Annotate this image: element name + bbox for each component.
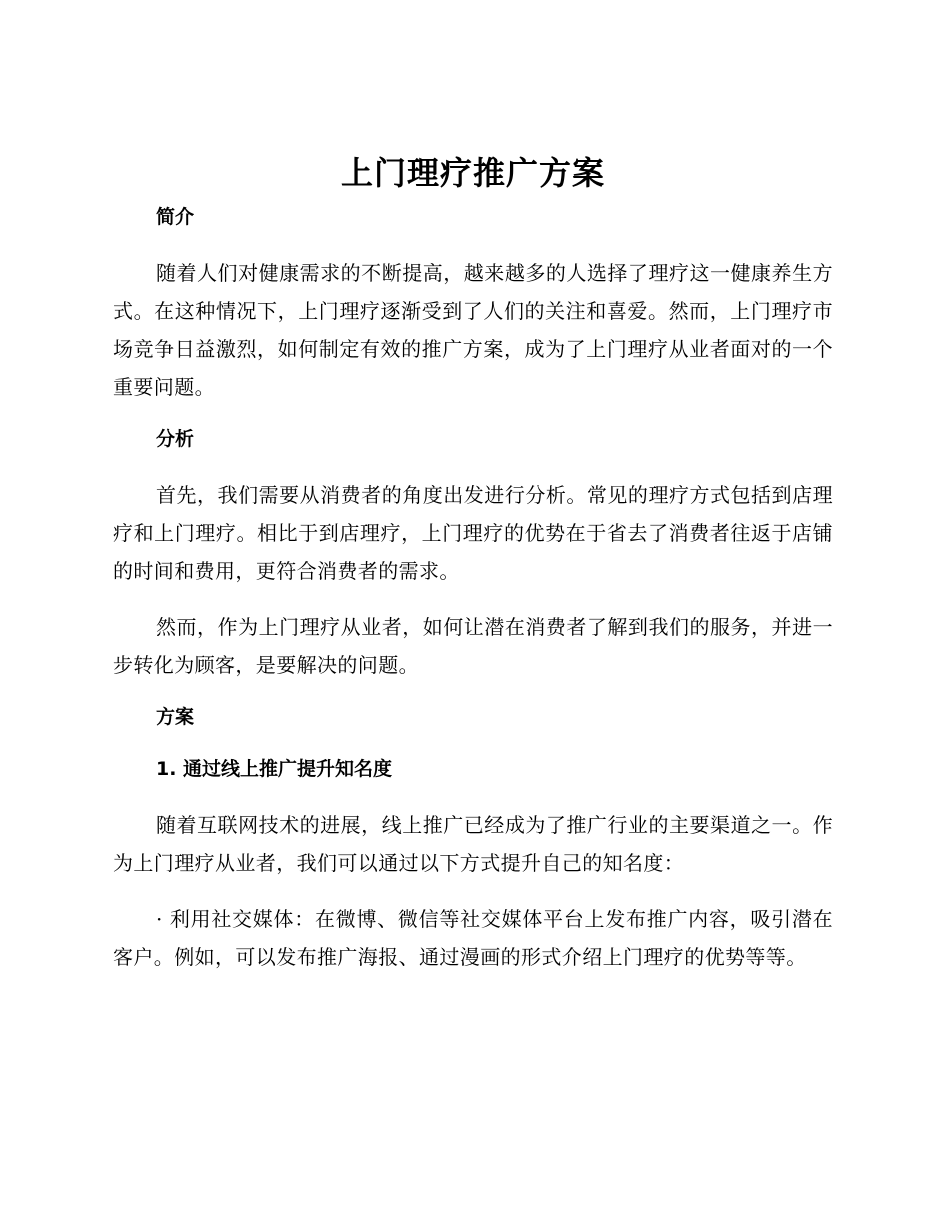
section-heading-analysis: 分析 (156, 428, 195, 450)
section-heading-intro: 简介 (156, 206, 195, 228)
analysis-paragraph-2: 然而，作为上门理疗从业者，如何让潜在消费者了解到我们的服务，并进一步转化为顾客，是要解决的问题。 (113, 615, 833, 677)
document-title: 上门理疗推广方案 (340, 154, 605, 192)
intro-paragraph: 随着人们对健康需求的不断提高，越来越多的人选择了理疗这一健康养生方式。在这种情况下，上门理疗逐渐受到了人们的关注和喜爱。然而，上门理疗市场竞争日益激烈，如何制定有效的推广方案，成为了上门理疗从业者面对的一个重要问题。 (113, 261, 833, 399)
plan-paragraph-1: 随着互联网技术的进展，线上推广已经成为了推广行业的主要渠道之一。作为上门理疗从业者，我们可以通过以下方式提升自己的知名度： (113, 813, 833, 875)
plan-bullet-1: · 利用社交媒体：在微博、微信等社交媒体平台上发布推广内容，吸引潜在客户。例如，可以发布推广海报、通过漫画的形式介绍上门理疗的优势等等。 (113, 907, 833, 969)
analysis-paragraph-1: 首先，我们需要从消费者的角度出发进行分析。常见的理疗方式包括到店理疗和上门理疗。相比于到店理疗，上门理疗的优势在于省去了消费者往返于店铺的时间和费用，更符合消费者的需求。 (113, 483, 833, 583)
section-heading-plan: 方案 (156, 706, 195, 728)
plan-subheading-1: 1. 通过线上推广提升知名度 (156, 758, 393, 780)
document-content (113, 148, 833, 976)
